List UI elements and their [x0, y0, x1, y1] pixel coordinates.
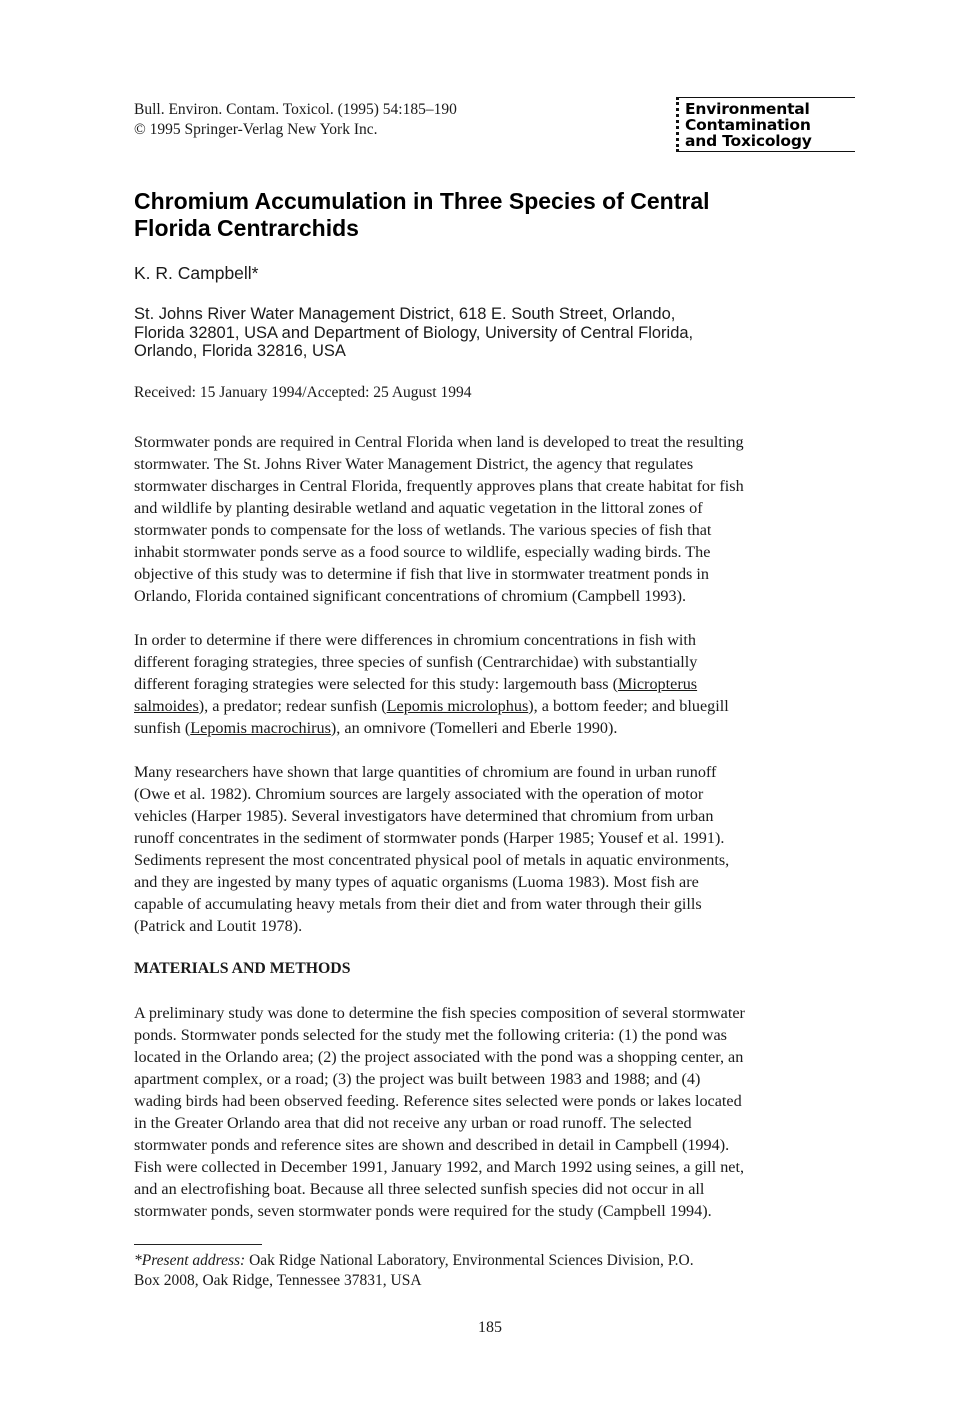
text-span: ), an omnivore (Tomelleri and Eberle 1990). — [330, 719, 618, 737]
paragraph-intro — [134, 431, 850, 607]
affiliation-line-3: Orlando, Florida 32816, USA — [134, 342, 346, 360]
paragraph-species — [134, 629, 850, 739]
text-line: stormwater ponds, seven stormwater ponds were required for the study (Campbell 1994). — [134, 1202, 712, 1220]
logo-line-1: Environmental — [685, 100, 810, 118]
text-line: stormwater ponds to compensate for the loss of wetlands. The various species of fish that — [134, 521, 712, 539]
section-heading: MATERIALS AND METHODS — [134, 960, 351, 977]
text-line — [134, 717, 850, 739]
text-line: and wildlife by planting desirable wetland and aquatic vegetation in the littoral zones of — [134, 499, 703, 517]
citation-line-1: Bull. Environ. Contam. Toxicol. (1995) 54:185–190 — [134, 101, 457, 118]
logo-line-2: Contamination — [685, 116, 811, 134]
received-date: Received: 15 January 1994/Accepted: 25 August 1994 — [134, 384, 472, 401]
article-title — [134, 188, 854, 242]
text-span: ), a predator; redear sunfish ( — [198, 697, 387, 715]
text-line: stormwater. The St. Johns River Water Management District, the agency that regulates — [134, 455, 694, 473]
affiliation-line-2: Florida 32801, USA and Department of Biology, University of Central Florida, — [134, 323, 694, 342]
text-line: stormwater ponds and reference sites are shown and described in detail in Campbell (1994). — [134, 1136, 730, 1154]
text-line: runoff concentrates in the sediment of stormwater ponds (Harper 1985; Yousef et al. 1991). — [134, 829, 725, 847]
text-line: wading birds had been observed feeding. Reference sites selected were ponds or lakes located — [134, 1092, 742, 1110]
text-line: stormwater discharges in Central Florida, frequently approves plans that create habitat for fish — [134, 477, 744, 495]
footnote-divider — [134, 1244, 262, 1245]
text-line: in the Greater Orlando area that did not receive any urban or road runoff. The selected — [134, 1114, 692, 1132]
title-line-2: Florida Centrarchids — [134, 215, 359, 241]
text-line: In order to determine if there were differences in chromium concentrations in fish with — [134, 631, 697, 649]
species-name: Lepomis macrochirus — [190, 719, 331, 737]
page-number: 185 — [478, 1319, 502, 1336]
footnote-line-1 — [134, 1251, 694, 1271]
text-span: sunfish ( — [134, 719, 191, 737]
text-line: (Patrick and Loutit 1978). — [134, 917, 303, 935]
text-line: and they are ingested by many types of aquatic organisms (Luoma 1983). Most fish are — [134, 873, 699, 891]
text-line: and an electrofishing boat. Because all three selected sunfish species did not occur in all — [134, 1180, 705, 1198]
footnote-text: Oak Ridge National Laboratory, Environmental Sciences Division, P.O. — [245, 1252, 694, 1269]
author: K. R. Campbell* — [134, 263, 259, 283]
species-name: salmoides — [134, 697, 199, 715]
text-span: different foraging strategies were selected for this study: largemouth bass ( — [134, 675, 618, 693]
text-line: (Owe et al. 1982). Chromium sources are largely associated with the operation of motor — [134, 785, 704, 803]
text-line: Fish were collected in December 1991, January 1992, and March 1992 using seines, a gill net, — [134, 1158, 745, 1176]
paragraph-methods — [134, 1002, 850, 1222]
text-line: A preliminary study was done to determine the fish species composition of several stormwater — [134, 1004, 745, 1022]
species-name: Micropterus — [617, 675, 698, 693]
affiliation — [134, 305, 854, 361]
footnote-line-2: Box 2008, Oak Ridge, Tennessee 37831, USA — [134, 1272, 422, 1289]
text-line — [134, 673, 850, 695]
text-line: Stormwater ponds are required in Central Florida when land is developed to treat the resulting — [134, 433, 744, 451]
text-line: apartment complex, or a road; (3) the project was built between 1983 and 1988; and (4) — [134, 1070, 701, 1088]
text-line: different foraging strategies, three species of sunfish (Centrarchidae) with substantially — [134, 653, 698, 671]
citation-line-2: © 1995 Springer-Verlag New York Inc. — [134, 121, 378, 138]
paragraph-chromium-sources — [134, 761, 850, 937]
affiliation-line-1: St. Johns River Water Management District, 618 E. South Street, Orlando, — [134, 305, 676, 323]
text-line: ponds. Stormwater ponds selected for the study met the following criteria: (1) the pond was — [134, 1026, 727, 1044]
text-line: located in the Orlando area; (2) the project associated with the pond was a shopping center, an — [134, 1048, 744, 1066]
text-line: inhabit stormwater ponds serve as a food source to wildlife, especially wading birds. The — [134, 543, 711, 561]
text-span: ), a bottom feeder; and bluegill — [528, 697, 729, 715]
footnote — [134, 1251, 694, 1291]
text-line: vehicles (Harper 1985). Several investigators have determined that chromium from urban — [134, 807, 714, 825]
text-line — [134, 695, 850, 717]
citation-block — [134, 100, 457, 140]
species-name: Lepomis microlophus — [386, 697, 529, 715]
text-line: Orlando, Florida contained significant concentrations of chromium (Campbell 1993). — [134, 587, 687, 605]
footnote-label: *Present address: — [134, 1252, 246, 1269]
logo-line-3: and Toxicology — [685, 132, 812, 150]
text-line: Many researchers have shown that large quantities of chromium are found in urban runoff — [134, 763, 717, 781]
text-line: objective of this study was to determine if fish that live in stormwater treatment ponds in — [134, 565, 709, 583]
text-line: Sediments represent the most concentrated physical pool of metals in aquatic environments, — [134, 851, 730, 869]
title-line-1: Chromium Accumulation in Three Species of Central — [134, 188, 710, 214]
text-line: capable of accumulating heavy metals from their diet and from water through their gills — [134, 895, 702, 913]
journal-logo — [676, 97, 855, 152]
